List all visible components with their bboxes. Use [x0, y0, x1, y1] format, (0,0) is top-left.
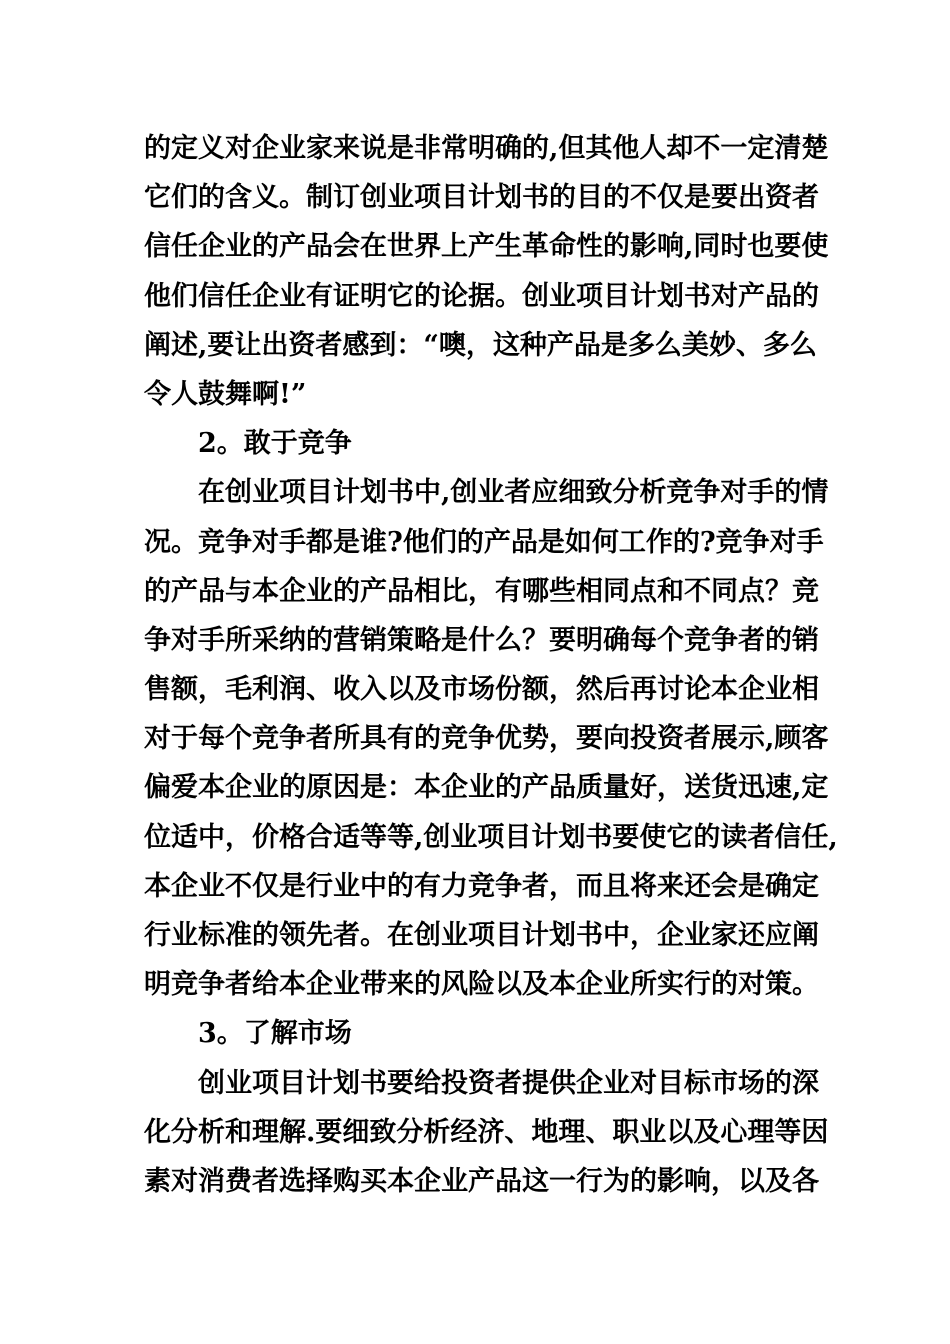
paragraph-line: 它们的含义。制订创业项目计划书的目的不仅是要出资者	[144, 182, 819, 214]
paragraph-line: 明竞争者给本企业带来的风险以及本企业所实行的对策。	[144, 969, 819, 1001]
paragraph-line: 他们信任企业有证明它的论据。创业项目计划书对产品的	[144, 280, 819, 312]
paragraph-line: 本企业不仅是行业中的有力竞争者，而且将来还会是确定	[144, 870, 819, 902]
paragraph-line: 售额，毛利润、收入以及市场份额，然后再讨论本企业相	[144, 674, 819, 706]
paragraph-line: 偏爱本企业的原因是：本企业的产品质量好，送货迅速,定	[144, 772, 829, 804]
paragraph-line: 争对手所采纳的营销策略是什么？要明确每个竞争者的销	[144, 624, 819, 656]
paragraph-line: 行业标准的领先者。在创业项目计划书中，企业家还应阐	[144, 920, 819, 951]
paragraph-line: 对于每个竞争者所具有的竞争优势，要向投资者展示,顾客	[144, 723, 829, 755]
paragraph-line: 化分析和理解.要细致分析经济、地理、职业以及心理等因	[144, 1116, 829, 1148]
section-heading: 2。敢于竞争	[198, 428, 352, 460]
paragraph-line: 素对消费者选择购买本企业产品这一行为的影响，以及各	[144, 1165, 819, 1197]
body-text	[144, 124, 838, 1206]
paragraph-line: 的产品与本企业的产品相比，有哪些相同点和不同点？竞	[144, 575, 819, 607]
paragraph-line: 位适中，价格合适等等,创业项目计划书要使它的读者信任,	[144, 821, 838, 853]
paragraph-line: 令人鼓舞啊!”	[144, 378, 307, 410]
paragraph-line: 创业项目计划书要给投资者提供企业对目标市场的深	[198, 1067, 819, 1099]
paragraph-line: 况。竞争对手都是谁?他们的产品是如何工作的?竞争对手	[144, 526, 824, 558]
paragraph-line: 在创业项目计划书中,创业者应细致分析竞争对手的情	[198, 477, 829, 509]
paragraph-line: 阐述,要让出资者感到：“噢，这种产品是多么美妙、多么	[144, 329, 817, 361]
paragraph-line: 信任企业的产品会在世界上产生革命性的影响,同时也要使	[144, 231, 829, 263]
section-heading: 3。了解市场	[198, 1018, 352, 1050]
paragraph-line: 的定义对企业家来说是非常明确的,但其他人却不一定清楚	[144, 133, 829, 164]
